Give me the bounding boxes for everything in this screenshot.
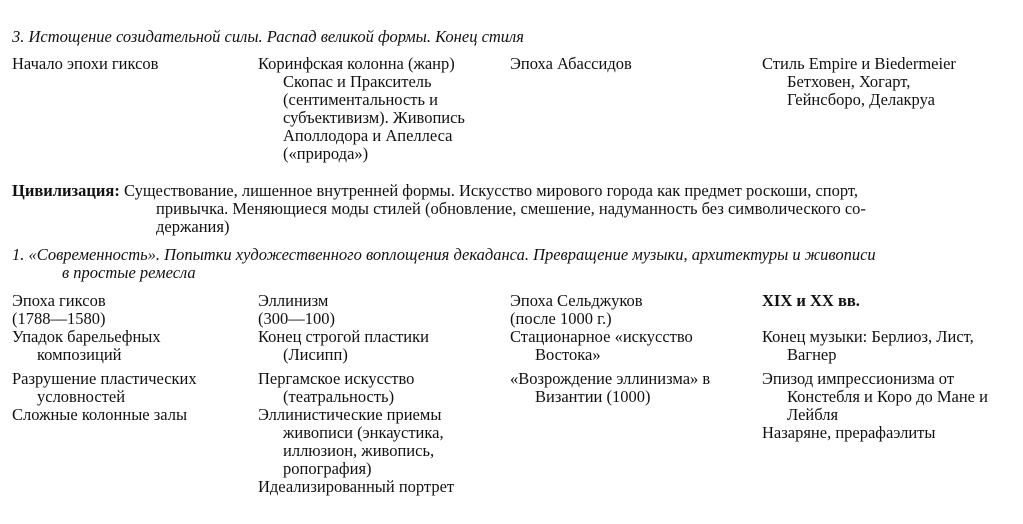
list-item: Конец музыки: Берлиоз, Лист, Вагнер (762, 327, 974, 364)
section-1-column-antiquity (258, 292, 496, 496)
section-3-column-arabic (510, 55, 740, 73)
section-1-column-arabic (510, 292, 746, 406)
list-item: Разрушение пластических условностей (12, 369, 197, 406)
section-1-heading-line-2: в простые ремесла (62, 263, 196, 282)
section-3-column-west (762, 55, 992, 109)
list-item: «Возрождение эллинизма» в Византии (1000) (510, 369, 711, 406)
section-3-west-entry: Стиль Empire и Biedermeier Бетховен, Хогарт, Гейнсборо, Делакруа (762, 54, 956, 109)
spacer (762, 310, 1002, 328)
column-title: Эпоха гиксов (12, 291, 106, 310)
section-3-antiquity-entry: Коринфская колонна (жанр) Скопас и Пракситель (сентиментальность и субъективизм). Живопись Аполлодора и Апеллеса («природа») (258, 54, 465, 163)
list-item: Конец строгой пластики (Лисипп) (258, 327, 429, 364)
section-1-heading-line-1: 1. «Современность». Попытки художественного воплощения декаданса. Превращение музыки, архитектуры и живописи (12, 245, 876, 264)
list-item: Упадок барельефных композиций (12, 327, 161, 364)
section-3-column-antiquity (258, 55, 490, 163)
section-3-egypt-entry: Начало эпохи гиксов (12, 54, 159, 73)
civilization-text-line-2: привычка. Меняющиеся моды стилей (обновление, смешение, надуманность без символического со- (156, 199, 866, 218)
column-dates: (300—100) (258, 309, 335, 328)
section-3-heading: 3. Истощение созидательной силы. Распад великой формы. Конец стиля (12, 27, 524, 46)
column-title: Эпоха Сельджуков (510, 291, 643, 310)
civilization-block (12, 182, 1012, 236)
section-1-column-egypt (12, 292, 234, 424)
column-dates: (после 1000 г.) (510, 309, 612, 328)
list-item: Сложные колонные залы (12, 405, 188, 424)
list-item: Назаряне, прерафаэлиты (762, 423, 936, 442)
column-dates: (1788—1580) (12, 309, 106, 328)
list-item: Идеализированный портрет (258, 477, 455, 496)
section-3-arabic-entry: Эпоха Абассидов (510, 54, 632, 73)
civilization-label: Цивилизация: (12, 181, 120, 200)
list-item: Эллинистические приемы живописи (энкаустика, иллюзион, живопись, ропография) (258, 405, 444, 478)
column-title: Эллинизм (258, 291, 329, 310)
list-item: Пергамское искусство (театральность) (258, 369, 415, 406)
list-item: Эпизод импрессионизма от Констебля и Коро до Мане и Лейбля (762, 369, 988, 424)
section-3-column-egypt (12, 55, 242, 73)
list-item: Стационарное «искусство Востока» (510, 327, 693, 364)
civilization-text-line-3: держания) (156, 217, 230, 236)
section-1-column-west (762, 292, 1002, 442)
column-title: XIX и XX вв. (762, 291, 860, 310)
civilization-text-line-1: Существование, лишенное внутренней формы. Искусство мирового города как предмет роскоши, спорт, (123, 181, 858, 200)
